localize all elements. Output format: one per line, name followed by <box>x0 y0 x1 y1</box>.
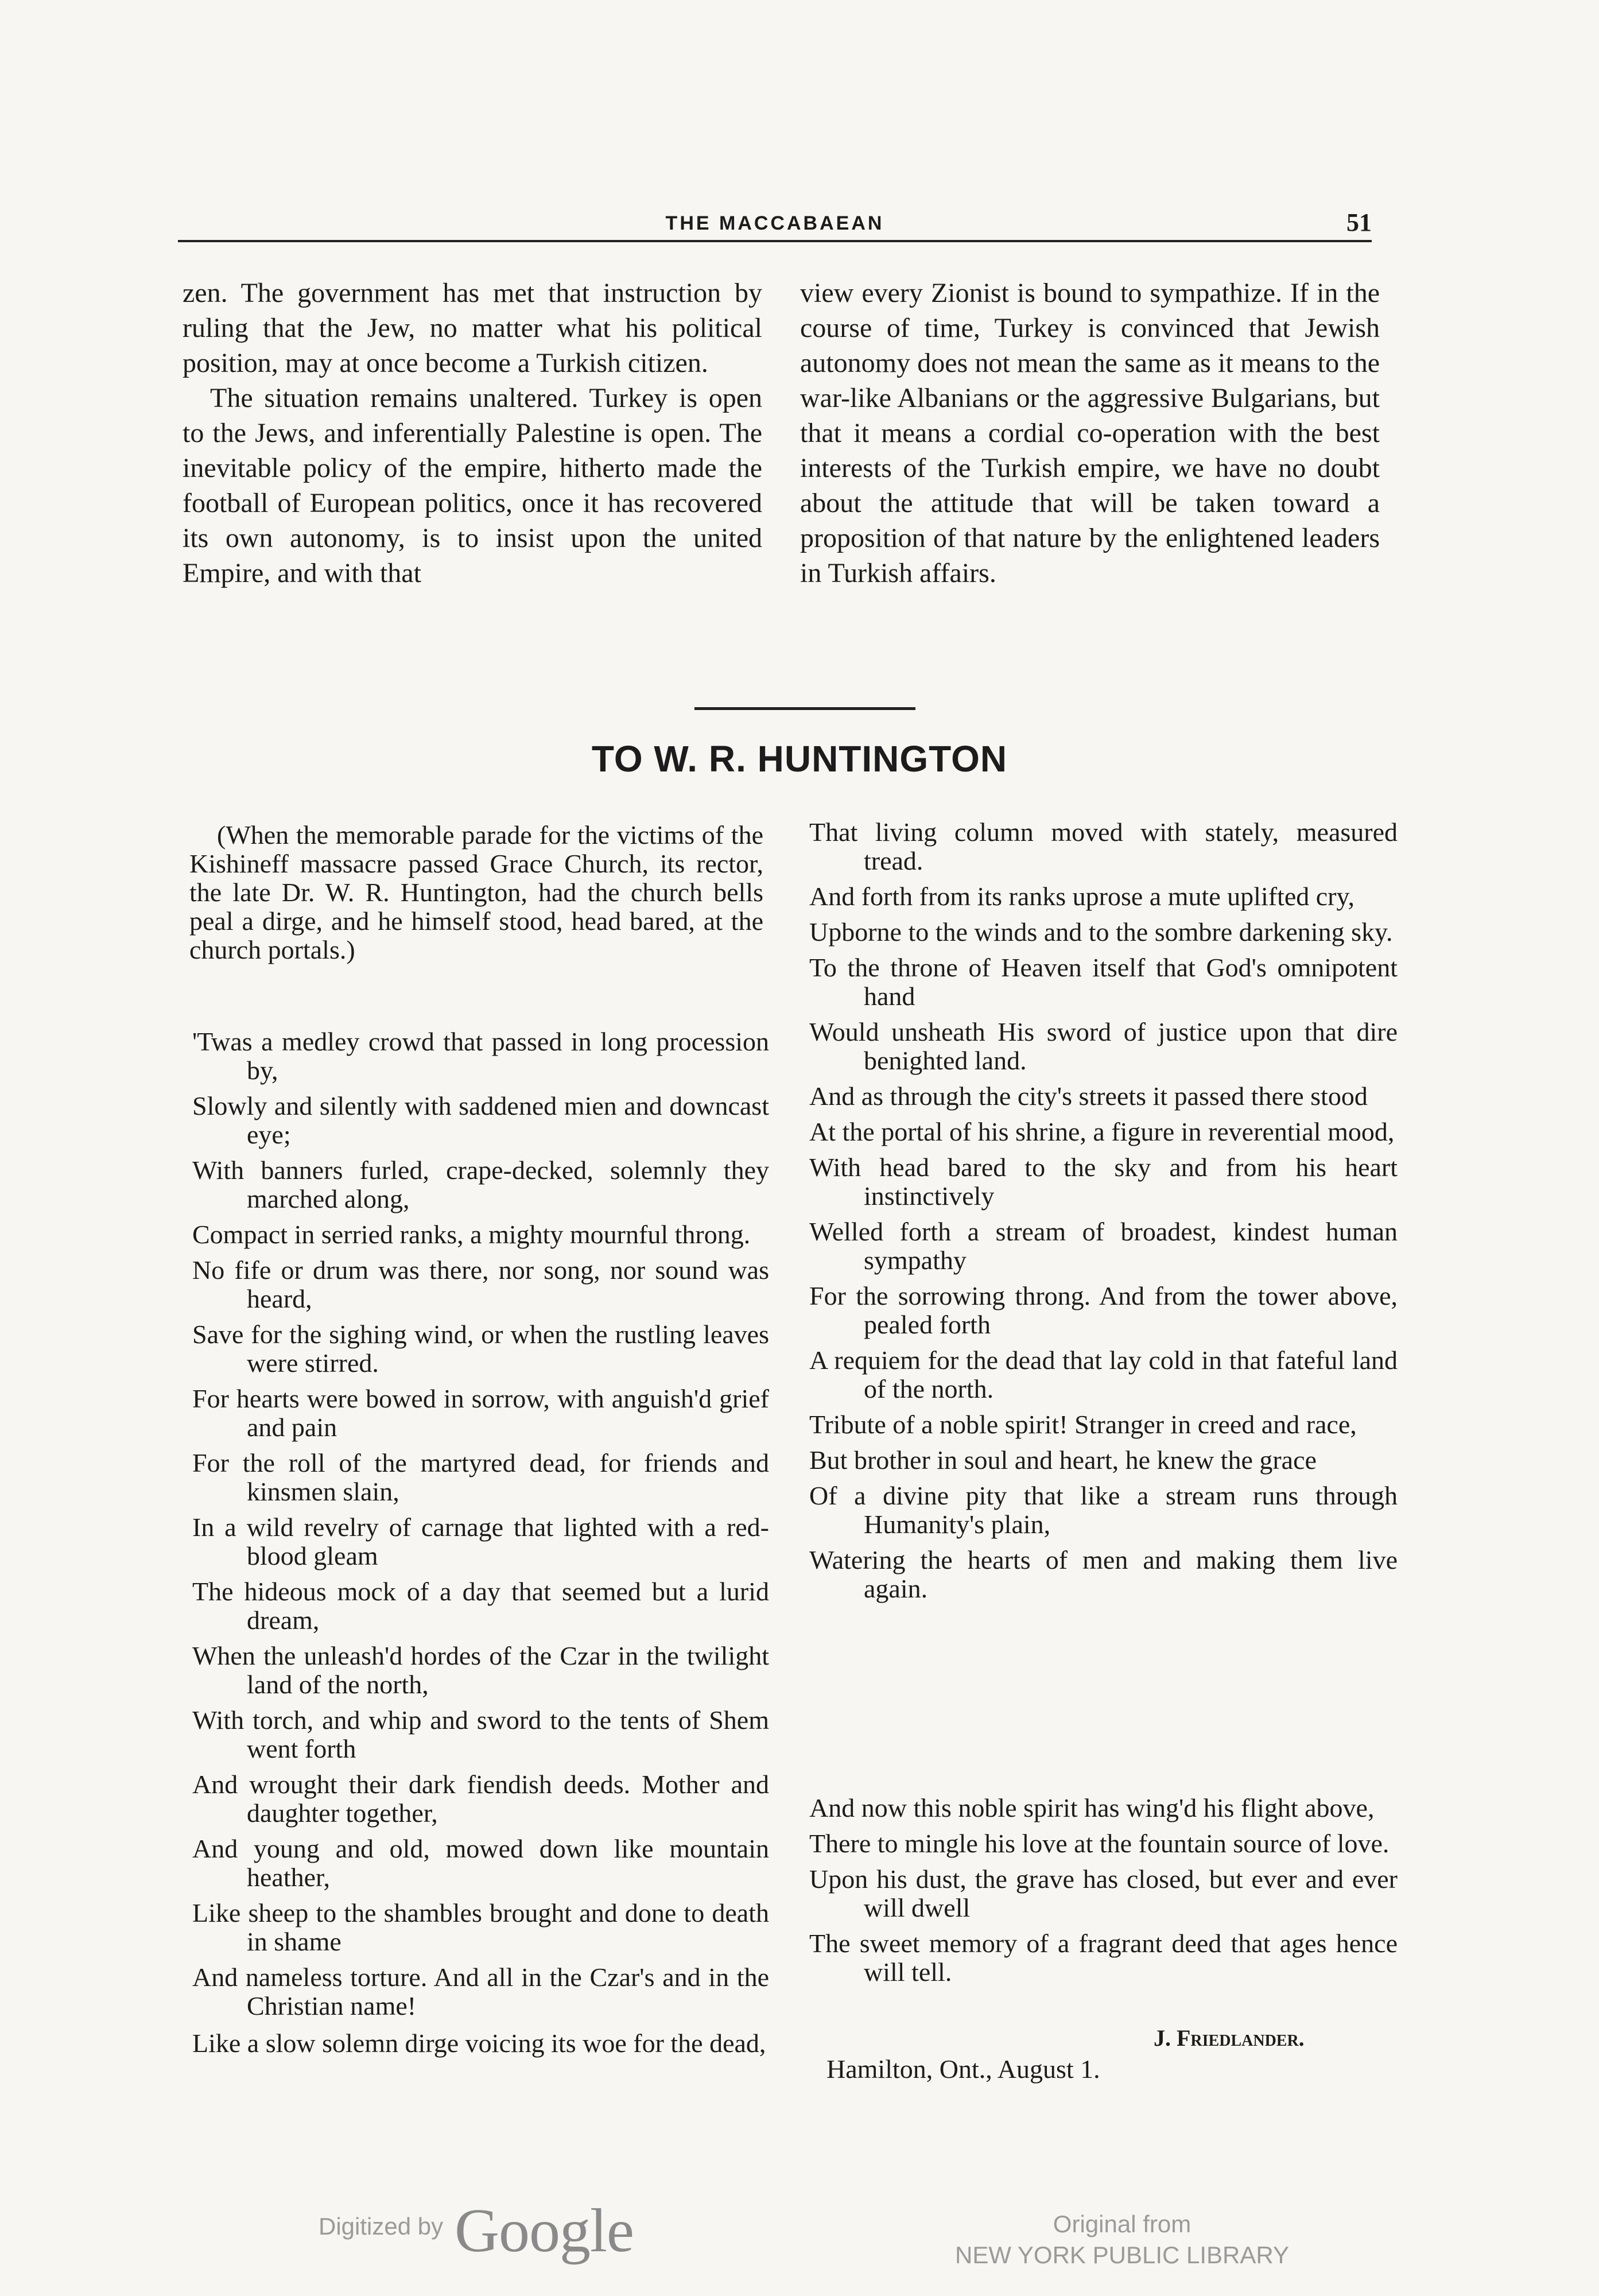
poem-verse: Slowly and silently with saddened mien and downcast eye; <box>192 1091 769 1149</box>
poem-verse: 'Twas a medley crowd that passed in long procession by, <box>192 1027 769 1085</box>
poem-left-stanza-1 <box>192 1027 769 2027</box>
poem-title: TO W. R. HUNTINGTON <box>591 738 1008 779</box>
poem-verse: For the roll of the martyred dead, for friends and kinsmen slain, <box>192 1448 769 1506</box>
poem-verse: Welled forth a stream of broadest, kindest human sympathy <box>809 1217 1398 1275</box>
poem-verse: Save for the sighing wind, or when the rustling leaves were stirred. <box>192 1320 769 1378</box>
poem-verse: The hideous mock of a day that seemed but a lurid dream, <box>192 1577 769 1635</box>
poem-verse: Compact in serried ranks, a mighty mournful throng. <box>192 1220 751 1249</box>
poem-verse: In a wild revelry of carnage that lighted with a red-blood gleam <box>192 1512 769 1570</box>
article-paragraph: view every Zionist is bound to sympathize. If in the course of time, Turkey is convinced that Jewish autonomy does not mean the same as it means to the war-like Albanians or the aggressive Bulgarians, but that it means a cordial co-operation with the best interests of the Turkish empire, we have no doubt about the attitude that will be taken toward a proposition of that nature by the enlightened leaders in Turkish affairs. <box>800 278 1380 588</box>
google-logo: Google <box>455 2197 634 2265</box>
poem-verse: Upborne to the winds and to the sombre darkening sky. <box>809 917 1393 947</box>
poem-verse: And young and old, mowed down like mountain heather, <box>192 1834 769 1892</box>
article-left-column <box>183 276 762 591</box>
poem-preface: (When the memorable parade for the victims of the Kishineff massacre passed Grace Church, its rector, the late Dr. W. R. Huntington, had the church bells peal a dirge, and he himself stood, head bared, at the church portals.) <box>189 820 763 964</box>
article-right-column <box>800 276 1380 591</box>
poem-verse: Like sheep to the shambles brought and done to death in shame <box>192 1898 769 1956</box>
poem-verse: And now this noble spirit has wing'd his flight above, <box>809 1793 1375 1822</box>
poem-verse: Like a slow solemn dirge voicing its woe for the dead, <box>192 2029 766 2058</box>
poem-verse: When the unleash'd hordes of the Czar in the twilight land of the north, <box>192 1641 769 1699</box>
poem-verse: But brother in soul and heart, he knew the grace <box>809 1445 1317 1475</box>
poem-verse: With torch, and whip and sword to the tents of Shem went forth <box>192 1705 769 1763</box>
page-number: 51 <box>1346 208 1372 236</box>
library-name: NEW YORK PUBLIC LIBRARY <box>955 2241 1289 2268</box>
poem-verse: Would unsheath His sword of justice upon that dire benighted land. <box>809 1017 1398 1075</box>
poem-verse: That living column moved with stately, measured tread. <box>809 817 1398 875</box>
poem-right-stanza-2 <box>809 1794 1398 1994</box>
poem-verse: Tribute of a noble spirit! Stranger in creed and race, <box>809 1410 1357 1439</box>
poem-verse: With banners furled, crape-decked, solemnly they marched along, <box>192 1155 769 1213</box>
original-from-label: Original from <box>1053 2210 1192 2237</box>
poem-verse: A requiem for the dead that lay cold in that fateful land of the north. <box>809 1345 1398 1403</box>
journal-title: THE MACCABAEAN <box>665 212 884 234</box>
poem-verse: And forth from its ranks uprose a mute uplifted cry, <box>809 882 1355 911</box>
poem-dateline: Hamilton, Ont., August 1. <box>826 2054 1100 2084</box>
source-library-note <box>944 2209 1300 2271</box>
poem-verse: Upon his dust, the grave has closed, but ever and ever will dwell <box>809 1864 1398 1922</box>
poem-verse: At the portal of his shrine, a figure in reverential mood, <box>809 1117 1395 1146</box>
poem-verse: For the sorrowing throng. And from the tower above, pealed forth <box>809 1281 1398 1339</box>
poem-signature: J. Friedlander. <box>1154 2025 1305 2051</box>
poem-left-stanza-2 <box>192 2029 769 2065</box>
article-paragraph: zen. The government has met that instruction by ruling that the Jew, no matter what his political position, may at once become a Turkish citizen. <box>183 278 762 378</box>
running-header <box>178 208 1372 242</box>
section-divider <box>694 707 915 710</box>
poem-verse: And nameless torture. And all in the Czar's and in the Christian name! <box>192 1963 769 2020</box>
poem-verse: And as through the city's streets it passed there stood <box>809 1081 1368 1111</box>
poem-verse: Of a divine pity that like a stream runs through Humanity's plain, <box>809 1481 1398 1539</box>
digitized-by-label: Digitized by <box>319 2213 444 2240</box>
poem-verse: No fife or drum was there, nor song, nor sound was heard, <box>192 1255 769 1313</box>
poem-verse: There to mingle his love at the fountain source of love. <box>809 1829 1390 1858</box>
poem-verse: The sweet memory of a fragrant deed that ages hence will tell. <box>809 1929 1398 1987</box>
poem-verse: With head bared to the sky and from his heart instinctively <box>809 1153 1398 1211</box>
article-paragraph: The situation remains unaltered. Turkey is open to the Jews, and inferentially Palestine is open. The inevitable policy of the empire, hitherto made the football of European politics, once it has recovered its own autonomy, is to insist upon the united Empire, and with that <box>183 383 762 588</box>
poem-verse: And wrought their dark fiendish deeds. Mother and daughter together, <box>192 1770 769 1828</box>
poem-verse: For hearts were bowed in sorrow, with anguish'd grief and pain <box>192 1384 769 1442</box>
poem-right-stanza-1 <box>809 818 1398 1610</box>
poem-verse: To the throne of Heaven itself that God's omnipotent hand <box>809 953 1398 1011</box>
poem-verse: Watering the hearts of men and making them live again. <box>809 1545 1398 1603</box>
